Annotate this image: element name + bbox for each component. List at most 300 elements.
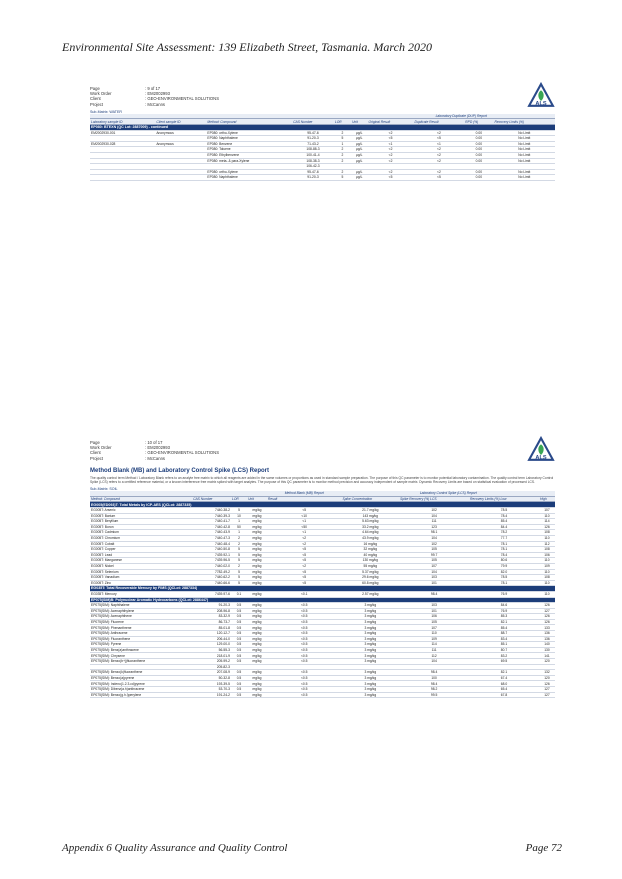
table-cell: <0.5 bbox=[267, 692, 342, 698]
table-cell: EP080: Toluene bbox=[206, 147, 292, 153]
table-cell: <0.5 bbox=[267, 647, 342, 653]
table-cell: 112 bbox=[539, 541, 555, 547]
table-cell: 109 bbox=[399, 636, 469, 642]
footer-section: Appendix 6 Quality Assurance and Quality Control bbox=[62, 842, 288, 854]
table-cell: 67.8 bbox=[469, 692, 539, 698]
table-cell: <2 bbox=[368, 147, 414, 153]
meta-value: : McCanns bbox=[145, 101, 166, 107]
section-title: EG035T: Total Recoverable Mercury by FIMS (QCLot: 2887334) bbox=[90, 586, 555, 592]
table-cell: 3 mg/kg bbox=[342, 653, 400, 659]
table-cell: 107 bbox=[539, 508, 555, 514]
table-cell: <5 bbox=[414, 175, 465, 181]
table-cell: 98.1 bbox=[399, 530, 469, 536]
table-cell: 0.00 bbox=[464, 175, 493, 181]
table-cell: EP075(SIM): Phenanthrene bbox=[90, 625, 192, 631]
report-meta bbox=[90, 86, 555, 107]
table-cell: EG005T: Lead bbox=[90, 552, 192, 558]
table-cell: µg/L bbox=[351, 130, 368, 136]
table-cell: 143 mg/kg bbox=[342, 513, 400, 519]
table-cell: 71-43-2 bbox=[292, 141, 334, 147]
meta-value: : GEO-ENVIRONMENTAL SOLUTIONS bbox=[145, 96, 219, 102]
table-cell: 0.00 bbox=[464, 130, 493, 136]
table-cell: 33.2 mg/kg bbox=[342, 524, 400, 530]
table-cell: <5 bbox=[267, 575, 342, 581]
table-cell: 99.5 bbox=[399, 692, 469, 698]
report-meta bbox=[90, 440, 555, 461]
table-cell: <2 bbox=[414, 158, 465, 164]
table-cell: <2 bbox=[267, 563, 342, 569]
table-cell: <10 bbox=[267, 513, 342, 519]
table-cell: 80.6 bbox=[469, 558, 539, 564]
column-header: Laboratory sample ID bbox=[90, 119, 155, 125]
table-cell: 110 bbox=[539, 558, 555, 564]
table-cell: 85.4 bbox=[469, 625, 539, 631]
table-cell: 2 bbox=[231, 535, 247, 541]
table-cell: EG005T: Beryllium bbox=[90, 519, 192, 525]
table-cell: <0.5 bbox=[267, 681, 342, 687]
table-cell: EG005T: Copper bbox=[90, 547, 192, 553]
table-cell: 55 mg/kg bbox=[342, 563, 400, 569]
table-cell: EG035T: Mercury bbox=[90, 591, 192, 597]
table-cell: 104 bbox=[399, 659, 469, 665]
table-cell: 40 mg/kg bbox=[342, 552, 400, 558]
table-cell: µg/L bbox=[351, 175, 368, 181]
table-cell: No Limit bbox=[494, 175, 555, 181]
table-cell: mg/kg bbox=[247, 687, 267, 693]
table-cell: <0.5 bbox=[267, 636, 342, 642]
table-cell: mg/kg bbox=[247, 530, 267, 536]
table-cell: 4.64 mg/kg bbox=[342, 530, 400, 536]
table-cell: 2 bbox=[334, 169, 351, 175]
column-header: Method: Compound bbox=[90, 496, 192, 502]
table-cell: 99.7 bbox=[399, 552, 469, 558]
table-cell: 3 mg/kg bbox=[342, 687, 400, 693]
table-cell: 83.2 bbox=[469, 653, 539, 659]
table-cell: mg/kg bbox=[247, 591, 267, 597]
table-cell: mg/kg bbox=[247, 580, 267, 586]
table-cell: 3 mg/kg bbox=[342, 608, 400, 614]
table-cell: <5 bbox=[267, 558, 342, 564]
table-row bbox=[90, 175, 555, 181]
column-header: LOR bbox=[231, 496, 247, 502]
table-cell: 1 bbox=[231, 519, 247, 525]
table-cell: <0.5 bbox=[267, 687, 342, 693]
table-cell: 5.63 mg/kg bbox=[342, 519, 400, 525]
meta-value: : 9 of 17 bbox=[145, 86, 161, 91]
table-cell: 127 bbox=[539, 687, 555, 693]
meta-value: : McCanns bbox=[145, 455, 166, 461]
table-cell: EG005T: Arsenic bbox=[90, 508, 192, 514]
table-cell: <5 bbox=[368, 175, 414, 181]
table-cell: 208-96-8 bbox=[192, 608, 231, 614]
table-cell: 78.1 bbox=[469, 541, 539, 547]
table-cell: 0.00 bbox=[464, 158, 493, 164]
table-cell: mg/kg bbox=[247, 625, 267, 631]
table-cell: 2 bbox=[334, 147, 351, 153]
als-logo bbox=[527, 82, 555, 110]
table-cell: 130 mg/kg bbox=[342, 558, 400, 564]
table-cell: <0.5 bbox=[267, 653, 342, 659]
column-header: Recovery Limits (%) Low bbox=[469, 496, 539, 502]
table-cell: <2 bbox=[414, 130, 465, 136]
table-cell: 65.4 bbox=[469, 687, 539, 693]
table-cell: 7439-97-6 bbox=[192, 591, 231, 597]
table-cell: 106-42-3 bbox=[292, 164, 334, 170]
table-cell: <1 bbox=[368, 141, 414, 147]
table-cell: 29.6 mg/kg bbox=[342, 575, 400, 581]
table-cell: EP080: meta- & para-Xylene bbox=[206, 158, 292, 164]
table-cell: 0.5 bbox=[231, 659, 247, 665]
table-cell: EP080: Naphthalene bbox=[206, 175, 292, 181]
report-mb-lcs bbox=[90, 440, 555, 698]
table-cell: 43.9 mg/kg bbox=[342, 535, 400, 541]
table-cell: 140 bbox=[539, 642, 555, 648]
table-cell: EG005T: Nickel bbox=[90, 563, 192, 569]
table-cell: 130 bbox=[539, 647, 555, 653]
table-cell: 0.5 bbox=[231, 625, 247, 631]
table-cell: mg/kg bbox=[247, 524, 267, 530]
table-cell: 107 bbox=[399, 625, 469, 631]
table-cell: 112 bbox=[399, 653, 469, 659]
logo-text: ALS bbox=[535, 455, 547, 462]
table-cell: EP075(SIM): Indeno(1.2.3.cd)pyrene bbox=[90, 681, 192, 687]
table-cell: mg/kg bbox=[247, 631, 267, 637]
table-cell: <0.5 bbox=[267, 614, 342, 620]
table-cell: 100-41-4 bbox=[292, 152, 334, 158]
table-cell: 78.5 bbox=[469, 508, 539, 514]
table-cell: 77.7 bbox=[469, 535, 539, 541]
table-cell: 0.5 bbox=[231, 681, 247, 687]
table-cell: <0.5 bbox=[267, 603, 342, 609]
table-cell: 78.1 bbox=[469, 580, 539, 586]
table-cell: 206-44-0 bbox=[192, 636, 231, 642]
table-cell: 0.5 bbox=[231, 631, 247, 637]
table-cell: EP075(SIM): Pyrene bbox=[90, 642, 192, 648]
table-cell: EG005T: Vanadium bbox=[90, 575, 192, 581]
table-cell: 0.5 bbox=[231, 619, 247, 625]
table-cell: 0.5 bbox=[231, 614, 247, 620]
table-cell: 7439-96-5 bbox=[192, 558, 231, 564]
table-cell: 114 bbox=[539, 519, 555, 525]
table-cell: 110 bbox=[539, 535, 555, 541]
table-cell: EG005T: Zinc bbox=[90, 580, 192, 586]
table-cell: EG005T: Barium bbox=[90, 513, 192, 519]
table-cell: 83-32-9 bbox=[192, 614, 231, 620]
table-cell: 111 bbox=[399, 519, 469, 525]
table-cell: 7440-38-2 bbox=[192, 508, 231, 514]
table-cell: 3 mg/kg bbox=[342, 619, 400, 625]
table-cell: 0.5 bbox=[231, 642, 247, 648]
table-cell: Anonymous bbox=[155, 141, 206, 147]
table-cell: mg/kg bbox=[247, 647, 267, 653]
meta-row bbox=[90, 456, 555, 461]
table-cell: 7440-43-9 bbox=[192, 530, 231, 536]
table-cell: 2.57 mg/kg bbox=[342, 591, 400, 597]
table-cell: <2 bbox=[368, 152, 414, 158]
table-cell: 102 bbox=[399, 508, 469, 514]
table-cell: 10 bbox=[231, 513, 247, 519]
table-cell: <1 bbox=[267, 519, 342, 525]
table-cell: mg/kg bbox=[247, 508, 267, 514]
table-cell: 0.5 bbox=[231, 670, 247, 676]
column-header: Unit bbox=[351, 119, 368, 125]
table-cell: EP075(SIM): Benzo(b+j)fluoranthene bbox=[90, 659, 192, 665]
table-cell: 2 bbox=[231, 563, 247, 569]
table-cell: 205-99-2 bbox=[192, 659, 231, 665]
table-cell: 127 bbox=[539, 692, 555, 698]
table-cell: mg/kg bbox=[247, 535, 267, 541]
table-cell: 108 bbox=[539, 575, 555, 581]
table-cell: <0.5 bbox=[267, 642, 342, 648]
table-cell: 7782-49-2 bbox=[192, 569, 231, 575]
table-cell: EG005T: Cadmium bbox=[90, 530, 192, 536]
table-cell: 114 bbox=[399, 642, 469, 648]
table-cell: mg/kg bbox=[247, 675, 267, 681]
table-cell: EP075(SIM): Benzo(g.h.i)perylene bbox=[90, 692, 192, 698]
table-cell: mg/kg bbox=[247, 552, 267, 558]
table-cell: 205-82-3 bbox=[192, 664, 231, 670]
table-cell: EM2002930-001 bbox=[90, 130, 155, 136]
table-cell: EG005T: Selenium bbox=[90, 569, 192, 575]
table-cell: 3 mg/kg bbox=[342, 659, 400, 665]
table-cell: 82.1 bbox=[469, 619, 539, 625]
table-cell: No Limit bbox=[494, 141, 555, 147]
table-cell: 7440-42-8 bbox=[192, 524, 231, 530]
table-cell: EP080: ortho-Xylene bbox=[206, 130, 292, 136]
table-cell: 105 bbox=[399, 547, 469, 553]
table-cell: 3 mg/kg bbox=[342, 675, 400, 681]
column-header: Client sample ID bbox=[155, 119, 206, 125]
table-cell: No Limit bbox=[494, 158, 555, 164]
table-cell: 53-70-3 bbox=[192, 687, 231, 693]
table-cell: 32 mg/kg bbox=[342, 547, 400, 553]
table-cell: 7440-39-3 bbox=[192, 513, 231, 519]
meta-value: : GEO-ENVIRONMENTAL SOLUTIONS bbox=[145, 450, 219, 456]
table-cell: 85.1 bbox=[469, 642, 539, 648]
table-cell: 105 bbox=[399, 558, 469, 564]
table-cell: 82.1 bbox=[469, 670, 539, 676]
table-cell: 104 bbox=[399, 513, 469, 519]
table-cell: <5 bbox=[267, 508, 342, 514]
table-cell: 3 mg/kg bbox=[342, 631, 400, 637]
table-cell: EG005T: Boron bbox=[90, 524, 192, 530]
meta-key: Page bbox=[90, 86, 100, 91]
table-cell: <5 bbox=[267, 569, 342, 575]
table-cell: No Limit bbox=[494, 136, 555, 142]
table-cell: 98.4 bbox=[399, 681, 469, 687]
table-cell: EP075(SIM): Naphthalene bbox=[90, 603, 192, 609]
column-header: Original Result bbox=[368, 119, 414, 125]
table-cell: EG005T: Chromium bbox=[90, 535, 192, 541]
table-cell: 106 bbox=[539, 552, 555, 558]
section-title: EP080: BTEXN (QC Lot: 2887009) - continued bbox=[90, 125, 555, 131]
table-cell: 69.5 bbox=[469, 659, 539, 665]
table-cell: 67.4 bbox=[469, 675, 539, 681]
table-cell: 136 bbox=[539, 631, 555, 637]
column-header: High bbox=[539, 496, 555, 502]
table-cell: <5 bbox=[267, 552, 342, 558]
table-cell: 0.00 bbox=[464, 136, 493, 142]
column-header: CAS Number bbox=[192, 496, 231, 502]
column-header: Result bbox=[267, 496, 342, 502]
table-cell: <5 bbox=[368, 136, 414, 142]
table-cell: mg/kg bbox=[247, 575, 267, 581]
table-cell: 3 mg/kg bbox=[342, 647, 400, 653]
table-cell: 0.1 bbox=[231, 591, 247, 597]
table-cell: 108 bbox=[539, 547, 555, 553]
table-cell: <2 bbox=[368, 169, 414, 175]
table-cell: EG005T: Cobalt bbox=[90, 541, 192, 547]
column-header: LOR bbox=[334, 119, 351, 125]
table-cell: 110 bbox=[539, 591, 555, 597]
table-cell: 76.9 bbox=[469, 608, 539, 614]
table-cell: 84.6 bbox=[469, 603, 539, 609]
table-cell: 193-39-5 bbox=[192, 681, 231, 687]
table-cell: 103 bbox=[399, 603, 469, 609]
mb-group-header: Method Blank (MB) Report bbox=[267, 491, 342, 496]
table-cell: mg/kg bbox=[247, 558, 267, 564]
table-cell: mg/kg bbox=[247, 563, 267, 569]
table-cell: 83.4 bbox=[469, 636, 539, 642]
table-cell: <0.5 bbox=[267, 619, 342, 625]
table-cell: EG005T: Manganese bbox=[90, 558, 192, 564]
table-cell: No Limit bbox=[494, 147, 555, 153]
table-cell bbox=[155, 175, 206, 181]
table-cell: EP080: ortho-Xylene bbox=[206, 169, 292, 175]
table-cell: 0.00 bbox=[464, 169, 493, 175]
table-cell: 101 bbox=[399, 580, 469, 586]
table-cell: 80.7 bbox=[469, 647, 539, 653]
table-cell: 100 bbox=[399, 675, 469, 681]
table-cell: 5 bbox=[231, 558, 247, 564]
table-cell: EM2002930-028 bbox=[90, 141, 155, 147]
table-cell: 218-01-9 bbox=[192, 653, 231, 659]
table-cell: mg/kg bbox=[247, 608, 267, 614]
table-cell: 120-12-7 bbox=[192, 631, 231, 637]
table-cell: EP075(SIM): Chrysene bbox=[90, 653, 192, 659]
table-cell: 120 bbox=[539, 675, 555, 681]
table-cell: 84.4 bbox=[469, 524, 539, 530]
table-cell: 1 bbox=[231, 530, 247, 536]
table-cell: 191-24-2 bbox=[192, 692, 231, 698]
table-cell: <0.5 bbox=[267, 675, 342, 681]
table-cell: 1 bbox=[334, 141, 351, 147]
table-cell: 107 bbox=[399, 563, 469, 569]
table-cell: 76.9 bbox=[469, 591, 539, 597]
table-cell: 91-20-3 bbox=[292, 175, 334, 181]
meta-key: Client bbox=[90, 450, 101, 456]
table-cell: 108 bbox=[539, 530, 555, 536]
table-cell: mg/kg bbox=[247, 519, 267, 525]
meta-key: Client bbox=[90, 96, 101, 102]
table-cell: 82.0 bbox=[469, 569, 539, 575]
table-cell: 7440-48-4 bbox=[192, 541, 231, 547]
meta-value: : 10 of 17 bbox=[145, 440, 163, 445]
table-cell: mg/kg bbox=[247, 541, 267, 547]
table-cell: mg/kg bbox=[247, 619, 267, 625]
table-cell: 127 bbox=[539, 608, 555, 614]
table-cell: 78.5 bbox=[469, 575, 539, 581]
table-cell: 126 bbox=[539, 681, 555, 687]
column-header: Spike Concentration bbox=[342, 496, 400, 502]
table-cell: 207-08-9 bbox=[192, 670, 231, 676]
table-cell: <5 bbox=[267, 547, 342, 553]
mb-lcs-table bbox=[90, 491, 555, 698]
table-cell: 110 bbox=[539, 513, 555, 519]
table-cell: 2 bbox=[334, 152, 351, 158]
table-cell: 86-73-7 bbox=[192, 619, 231, 625]
column-header: Duplicate Result bbox=[414, 119, 465, 125]
table-cell: 2 bbox=[334, 130, 351, 136]
table-cell: mg/kg bbox=[247, 513, 267, 519]
table-cell: <0.1 bbox=[267, 591, 342, 597]
table-cell: 126 bbox=[539, 603, 555, 609]
table-cell: 120 bbox=[539, 659, 555, 665]
table-cell: 5 bbox=[231, 508, 247, 514]
table-cell: 7440-41-7 bbox=[192, 519, 231, 525]
table-cell: 91-20-3 bbox=[292, 136, 334, 142]
table-cell: 7440-02-0 bbox=[192, 563, 231, 569]
table-cell: mg/kg bbox=[247, 659, 267, 665]
table-cell: Anonymous bbox=[155, 130, 206, 136]
table-cell: <5 bbox=[267, 580, 342, 586]
table-cell: 50-32-8 bbox=[192, 675, 231, 681]
meta-key: Work Order bbox=[90, 445, 112, 451]
table-cell: 0.5 bbox=[231, 653, 247, 659]
table-cell: 3 mg/kg bbox=[342, 625, 400, 631]
table-cell: µg/L bbox=[351, 152, 368, 158]
table-cell: mg/kg bbox=[247, 603, 267, 609]
table-cell: 108-38-3 bbox=[292, 158, 334, 164]
table-cell: No Limit bbox=[494, 152, 555, 158]
table-cell: 109 bbox=[539, 563, 555, 569]
table-cell: 85.3 bbox=[469, 614, 539, 620]
meta-key: Project bbox=[90, 455, 104, 461]
table-cell: 5 bbox=[231, 580, 247, 586]
table-cell: No Limit bbox=[494, 130, 555, 136]
table-cell: EP075(SIM): Acenaphthene bbox=[90, 614, 192, 620]
table-row bbox=[90, 692, 555, 698]
table-cell: <2 bbox=[368, 130, 414, 136]
table-cell: <2 bbox=[267, 535, 342, 541]
table-cell: 85-01-8 bbox=[192, 625, 231, 631]
lcs-group-header: Laboratory Control Spike (LCS) Report bbox=[342, 491, 556, 496]
table-cell: 0.5 bbox=[231, 647, 247, 653]
table-cell: 3 mg/kg bbox=[342, 681, 400, 687]
table-cell: 2 bbox=[334, 158, 351, 164]
table-cell: <0.5 bbox=[267, 608, 342, 614]
table-cell: 7440-47-3 bbox=[192, 535, 231, 541]
table-cell: 123 bbox=[399, 524, 469, 530]
table-cell: 105 bbox=[399, 619, 469, 625]
table-cell: 101 bbox=[399, 608, 469, 614]
table-cell: 78.4 bbox=[469, 513, 539, 519]
table-cell: EP075(SIM): Benzo(a)pyrene bbox=[90, 675, 192, 681]
table-cell: 0.00 bbox=[464, 152, 493, 158]
table-cell: mg/kg bbox=[247, 642, 267, 648]
table-cell: <50 bbox=[267, 524, 342, 530]
table-cell: µg/L bbox=[351, 169, 368, 175]
table-cell: 5.37 mg/kg bbox=[342, 569, 400, 575]
table-cell: <5 bbox=[414, 136, 465, 142]
table-cell: <2 bbox=[414, 147, 465, 153]
table-cell: 16 mg/kg bbox=[342, 541, 400, 547]
table-cell: 91-20-3 bbox=[192, 603, 231, 609]
table-cell: 102 bbox=[399, 541, 469, 547]
table-cell: 7440-66-6 bbox=[192, 580, 231, 586]
table-cell: 5 bbox=[231, 569, 247, 575]
table-cell: 95-47-6 bbox=[292, 169, 334, 175]
